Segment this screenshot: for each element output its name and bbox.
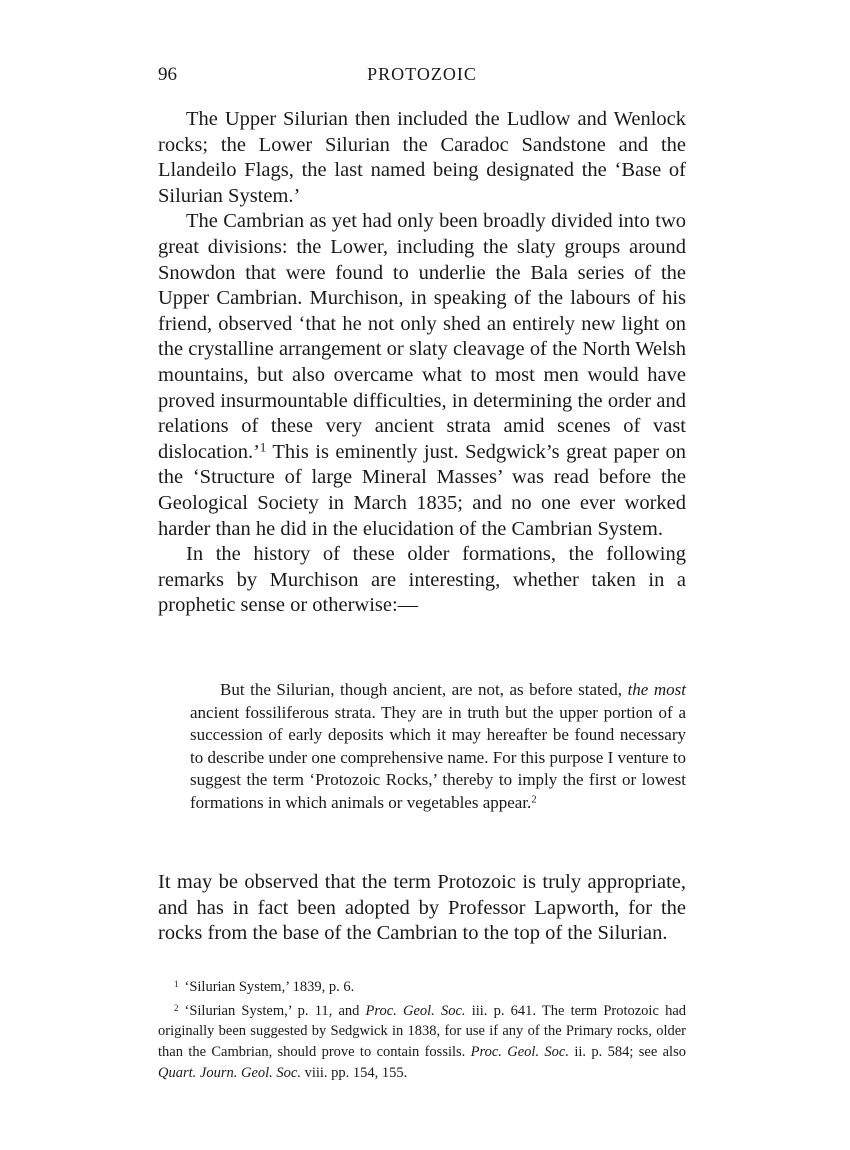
quote-emphasis: the most xyxy=(627,680,687,699)
paragraph-1: The Upper Silurian then included the Ludlow and Wenlock rocks; the Lower Silurian the Caradoc Sandstone and the Llandeilo Flags, the last named being designated the ‘Base of Silurian System.’ xyxy=(158,108,686,207)
footnote-1-text: ‘Silurian System,’ 1839, p. 6. xyxy=(184,979,355,996)
quote-text-start: But the Silurian, though ancient, are not, as before stated, xyxy=(220,680,628,699)
paragraph-4: It may be observed that the term Protozoic is truly appropriate, and has in fact been adopted by Professor Lapworth, for the rocks from the base of the Cambrian to the top of the Silurian. xyxy=(158,871,686,945)
running-title: PROTOZOIC xyxy=(367,64,477,84)
footnote-2-text-c: ii. p. 584; see also xyxy=(569,1044,686,1061)
quote-text-end: ancient fossiliferous strata. They are in truth but the upper portion of a succession of early deposits which it may hereafter be found necessary to describe under one comprehensive name. For this purpose I venture to suggest the term ‘Protozoic Rocks,’ thereby to imply the first or lowest formations in which animals or vegetables appear. xyxy=(190,702,686,812)
footnotes xyxy=(158,974,686,1084)
footnote-2-text-d: viii. pp. 154, 155. xyxy=(300,1064,408,1081)
page-number: 96 xyxy=(158,64,177,85)
footnote-2-citation-c: Quart. Journ. Geol. Soc. xyxy=(158,1064,301,1081)
page-header xyxy=(158,64,686,88)
block-quote xyxy=(190,679,686,815)
paragraph-3: In the history of these older formations, the following remarks by Murchison are interesting, whether taken in a prophetic sense or otherwise:— xyxy=(158,543,686,617)
paragraph-2-text: The Cambrian as yet had only been broadly divided into two great divisions: the Lower, including the slaty groups around Snowdon that were found to underlie the Bala series of the Upper Cambrian. Murchison, in speaking of the labours of his friend, observed ‘that he not only shed an entirely new light on the crystalline arrangement or slaty cleavage of the North Welsh mountains, but also overcame what to most men would have proved insurmountable difficulties, in determining the order and relations of these very ancient strata amid scenes of vast dislocation.’ xyxy=(158,210,686,463)
closing-text xyxy=(158,870,686,947)
footnote-2-text-a: ‘Silurian System,’ p. 11, and xyxy=(184,1002,366,1019)
footnote-1 xyxy=(158,974,686,998)
footnote-2-citation-a: Proc. Geol. Soc. xyxy=(365,1002,466,1019)
main-text xyxy=(158,107,686,619)
footnote-ref-1: 1 xyxy=(259,440,267,455)
paragraph-2-text-continued: This is eminently just. Sedgwick’s great paper on the ‘Structure of large Mineral Masses’ was read before the Geological Society in March 1835; and no one ever worked harder than he did in the elucidation of the Cambrian System. xyxy=(158,440,686,540)
footnote-2-text-b: iii. p. 641. The term Protozoic had originally been suggested by Sedgwick in 1838, for use if any of the Primary rocks, older than the Cambrian, should prove to contain fossils. xyxy=(158,1002,687,1061)
footnote-2 xyxy=(158,998,686,1084)
quote-paragraph xyxy=(190,679,686,815)
footnote-ref-2: 2 xyxy=(531,794,537,806)
footnote-1-mark: 1 xyxy=(174,979,179,989)
paragraph-2 xyxy=(158,209,686,542)
footnote-2-citation-b: Proc. Geol. Soc. xyxy=(470,1044,569,1061)
footnote-2-mark: 2 xyxy=(174,1002,179,1013)
